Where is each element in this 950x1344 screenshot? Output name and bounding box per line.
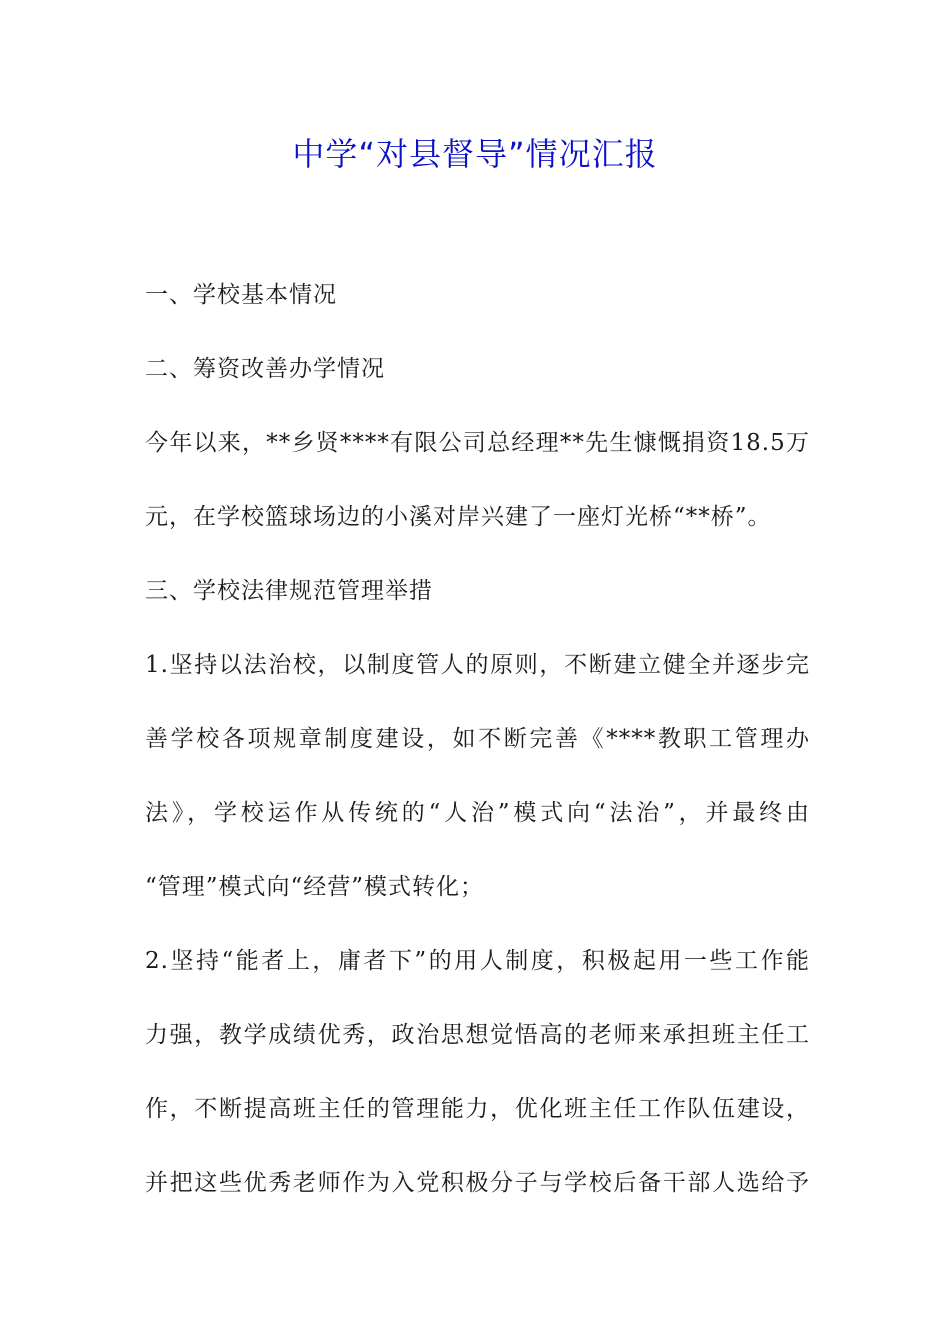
text-line: 1.坚持以法治校，以制度管人的原则，不断建立健全并逐步完 bbox=[145, 652, 810, 678]
heading-line: 三、学校法律规范管理举措 bbox=[145, 578, 433, 604]
document-body bbox=[145, 258, 810, 1220]
section-heading-fundraising bbox=[145, 332, 810, 406]
heading-line: 二、筹资改善办学情况 bbox=[145, 356, 385, 382]
text-line: 并把这些优秀老师作为入党积极分子与学校后备干部人选给予 bbox=[145, 1170, 810, 1196]
heading-line: 一、学校基本情况 bbox=[145, 282, 337, 308]
paragraph-staffing-system bbox=[145, 924, 810, 1220]
text-line: 力强，教学成绩优秀，政治思想觉悟高的老师来承担班主任工 bbox=[145, 1022, 810, 1048]
text-line: 法》，学校运作从传统的“人治”模式向“法治”，并最终由 bbox=[145, 800, 810, 826]
text-line: 元，在学校篮球场边的小溪对岸兴建了一座灯光桥“**桥”。 bbox=[145, 504, 772, 530]
text-line: “管理”模式向“经营”模式转化； bbox=[145, 874, 485, 900]
text-line: 2.坚持“能者上，庸者下”的用人制度，积极起用一些工作能 bbox=[145, 948, 810, 974]
section-heading-basic-info bbox=[145, 258, 810, 332]
text-line: 今年以来，**乡贤****有限公司总经理**先生慷慨捐资18.5万 bbox=[145, 430, 810, 456]
section-heading-legal-management bbox=[145, 554, 810, 628]
paragraph-donation bbox=[145, 406, 810, 554]
text-line: 作，不断提高班主任的管理能力，优化班主任工作队伍建设， bbox=[145, 1096, 810, 1122]
text-line: 善学校各项规章制度建设，如不断完善《****教职工管理办 bbox=[145, 726, 810, 752]
document-title: 中学“对县督导”情况汇报 bbox=[292, 135, 658, 173]
paragraph-rule-of-law bbox=[145, 628, 810, 924]
